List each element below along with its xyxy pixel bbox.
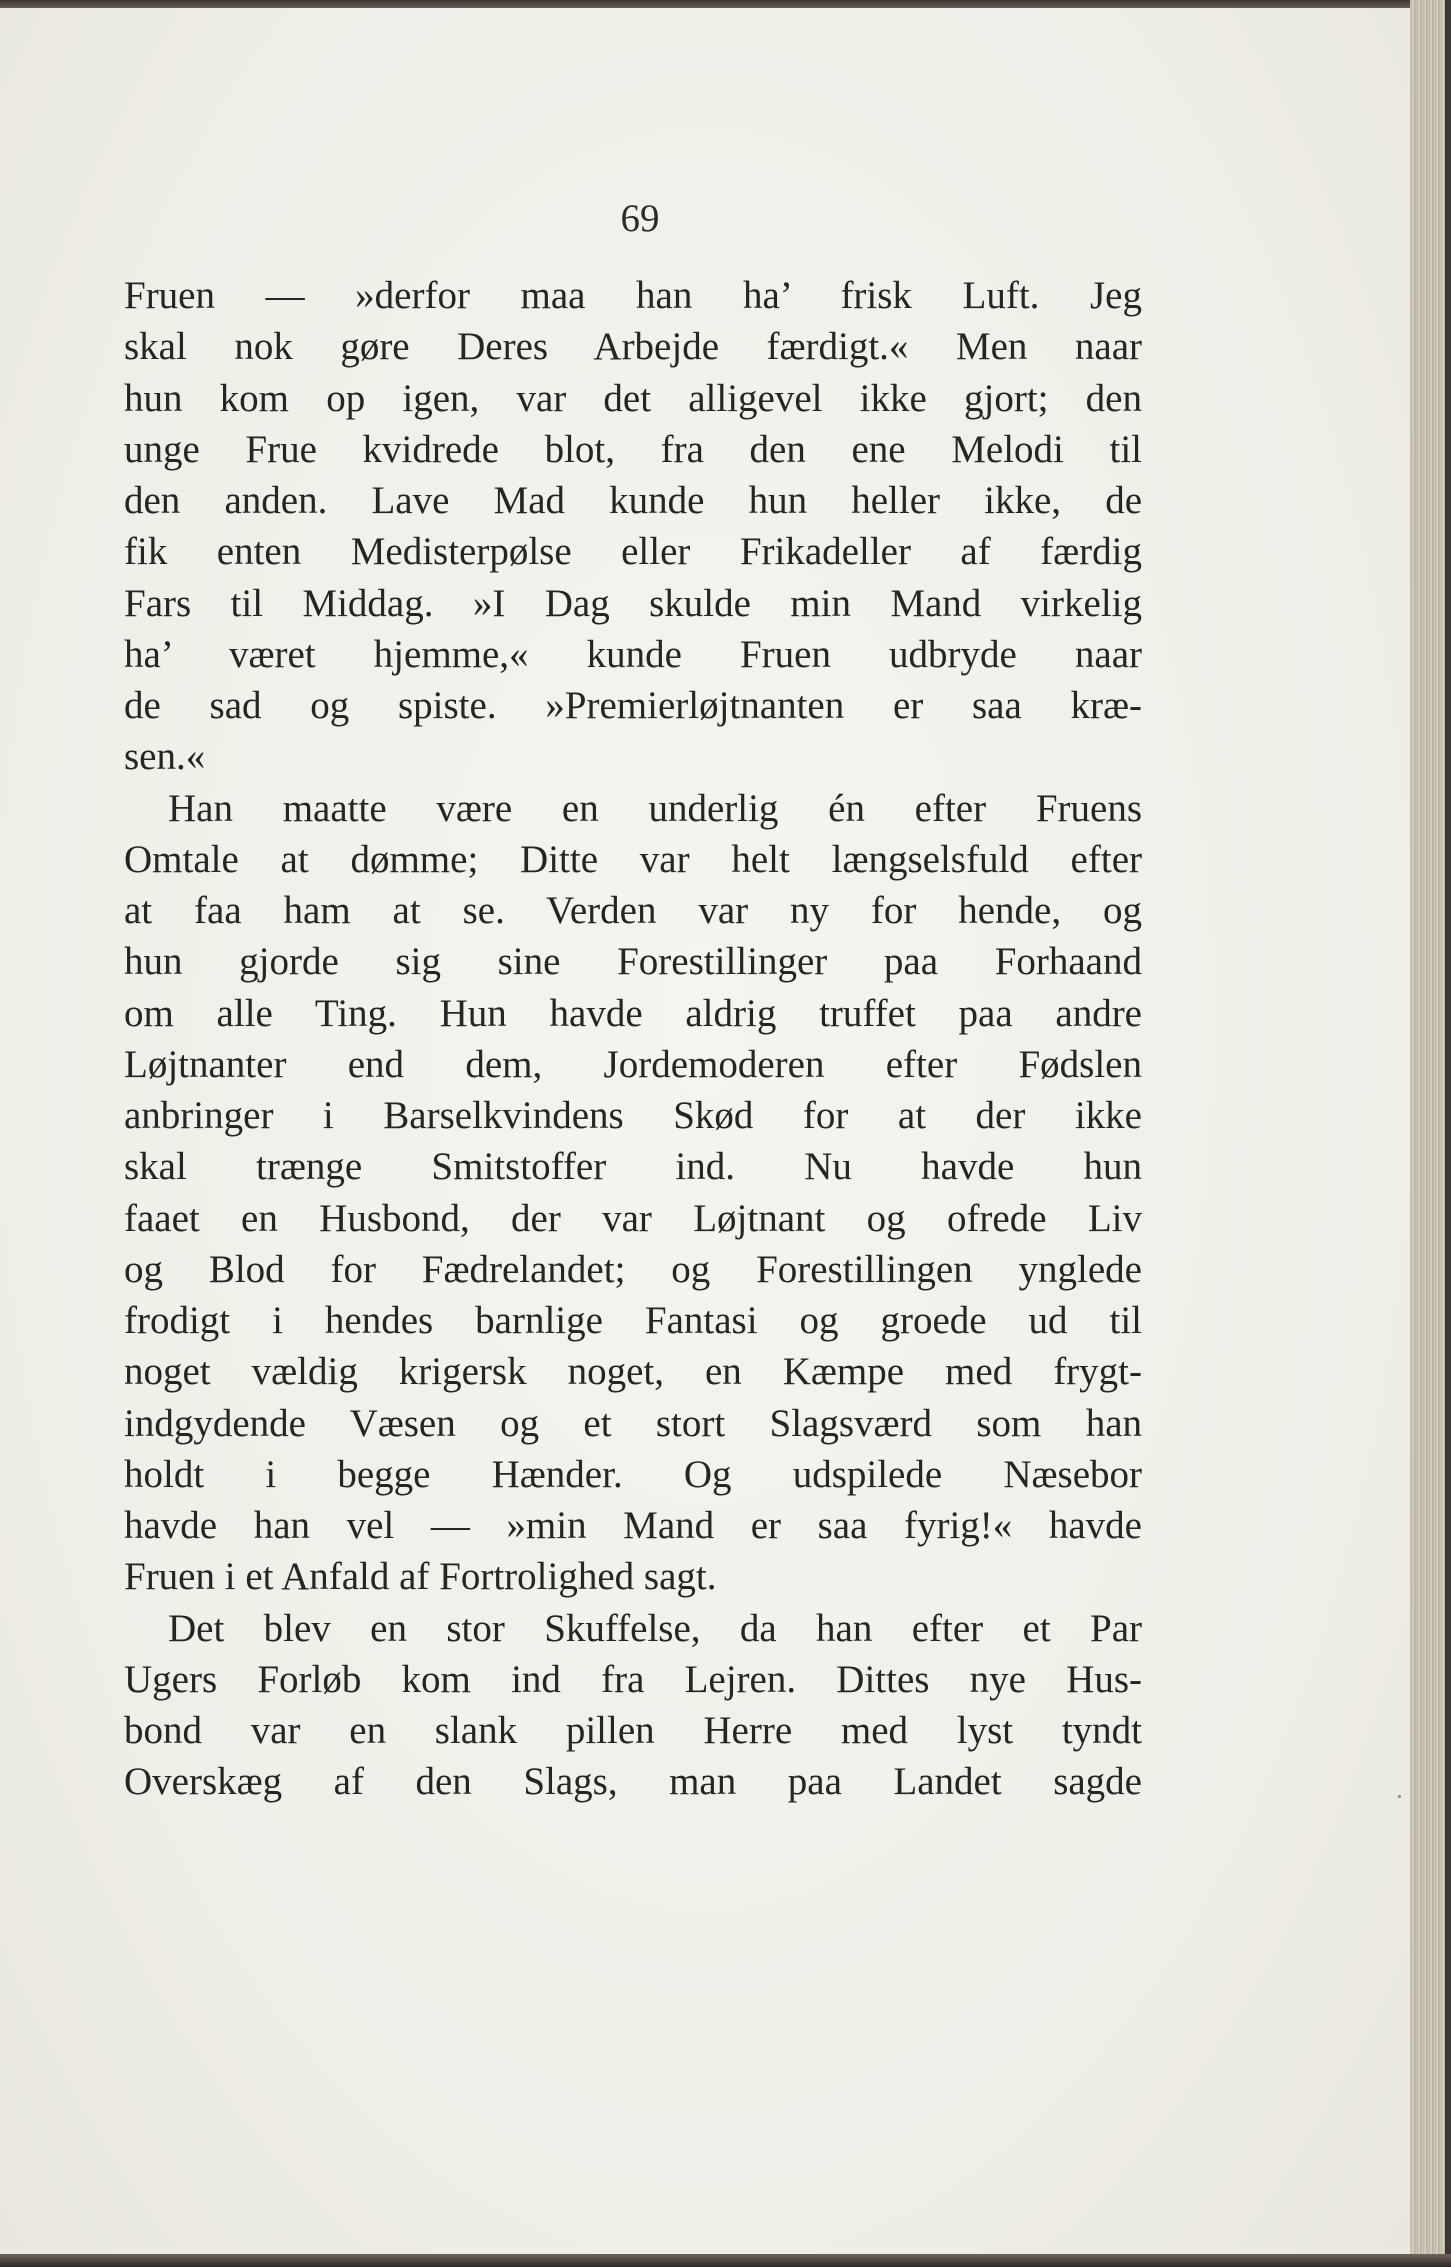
text-line: ha’ været hjemme,« kunde Fruen udbryde naar bbox=[124, 632, 1142, 676]
text-line: og Blod for Fædrelandet; og Forestillingen ynglede bbox=[124, 1247, 1142, 1291]
page-bottom-edge bbox=[0, 2254, 1451, 2267]
text-line: skal nok gøre Deres Arbejde færdigt.« Men naar bbox=[124, 325, 1142, 369]
text-line: Fruen — »derfor maa han ha’ frisk Luft. Jeg bbox=[124, 274, 1142, 317]
text-line: Omtale at dømme; Ditte var helt længselsfuld efter bbox=[124, 837, 1142, 881]
text-line: havde han vel — »min Mand er saa fyrig!« havde bbox=[124, 1504, 1142, 1547]
body-text bbox=[124, 270, 1142, 1808]
text-line: hun gjorde sig sine Forestillinger paa Forhaand bbox=[124, 940, 1142, 984]
paper-speck bbox=[1398, 1795, 1401, 1798]
text-line: den anden. Lave Mad kunde hun heller ikke, de bbox=[124, 479, 1142, 522]
text-line: frodigt i hendes barnlige Fantasi og groede ud til bbox=[124, 1299, 1142, 1342]
text-line: anbringer i Barselkvindens Skød for at der ikke bbox=[124, 1094, 1142, 1137]
paragraph-start-line: Han maatte være en underlig én efter Fruens bbox=[168, 786, 1142, 830]
paragraph-start-line: Det blev en stor Skuffelse, da han efter et Par bbox=[168, 1606, 1142, 1650]
text-line: Fars til Middag. »I Dag skulde min Mand virkelig bbox=[124, 581, 1142, 625]
page-number: 69 bbox=[620, 197, 660, 240]
text-line: bond var en slank pillen Herre med lyst tyndt bbox=[124, 1709, 1142, 1752]
text-line: Fruen i et Anfald af Fortrolighed sagt. bbox=[124, 1555, 717, 1599]
text-line: om alle Ting. Hun havde aldrig truffet paa andre bbox=[124, 991, 1142, 1035]
text-line: fik enten Medisterpølse eller Frikadeller af færdig bbox=[124, 530, 1142, 574]
text-line: skal trænge Smitstoffer ind. Nu havde hun bbox=[124, 1145, 1142, 1189]
text-line: Ugers Forløb kom ind fra Lejren. Dittes nye Hus- bbox=[124, 1657, 1142, 1701]
text-line: Løjtnanter end dem, Jordemoderen efter Fødslen bbox=[124, 1042, 1142, 1086]
text-line: holdt i begge Hænder. Og udspilede Næsebor bbox=[124, 1452, 1142, 1496]
text-line: sen.« bbox=[124, 735, 206, 779]
text-line: faaet en Husbond, der var Løjtnant og ofrede Liv bbox=[124, 1196, 1142, 1240]
text-line: hun kom op igen, var det alligevel ikke gjort; den bbox=[124, 376, 1142, 420]
book-page bbox=[0, 8, 1410, 2255]
text-line: Overskæg af den Slags, man paa Landet sagde bbox=[124, 1760, 1142, 1804]
text-line: noget vældig krigersk noget, en Kæmpe med frygt- bbox=[124, 1350, 1142, 1394]
text-line: unge Frue kvidrede blot, fra den ene Melodi til bbox=[124, 427, 1142, 471]
text-line: indgydende Væsen og et stort Slagsværd som han bbox=[124, 1401, 1142, 1445]
text-line: at faa ham at se. Verden var ny for hende, og bbox=[124, 889, 1142, 932]
text-line: de sad og spiste. »Premierløjtnanten er saa kræ- bbox=[124, 684, 1142, 727]
page-fore-edge bbox=[1410, 0, 1451, 2267]
